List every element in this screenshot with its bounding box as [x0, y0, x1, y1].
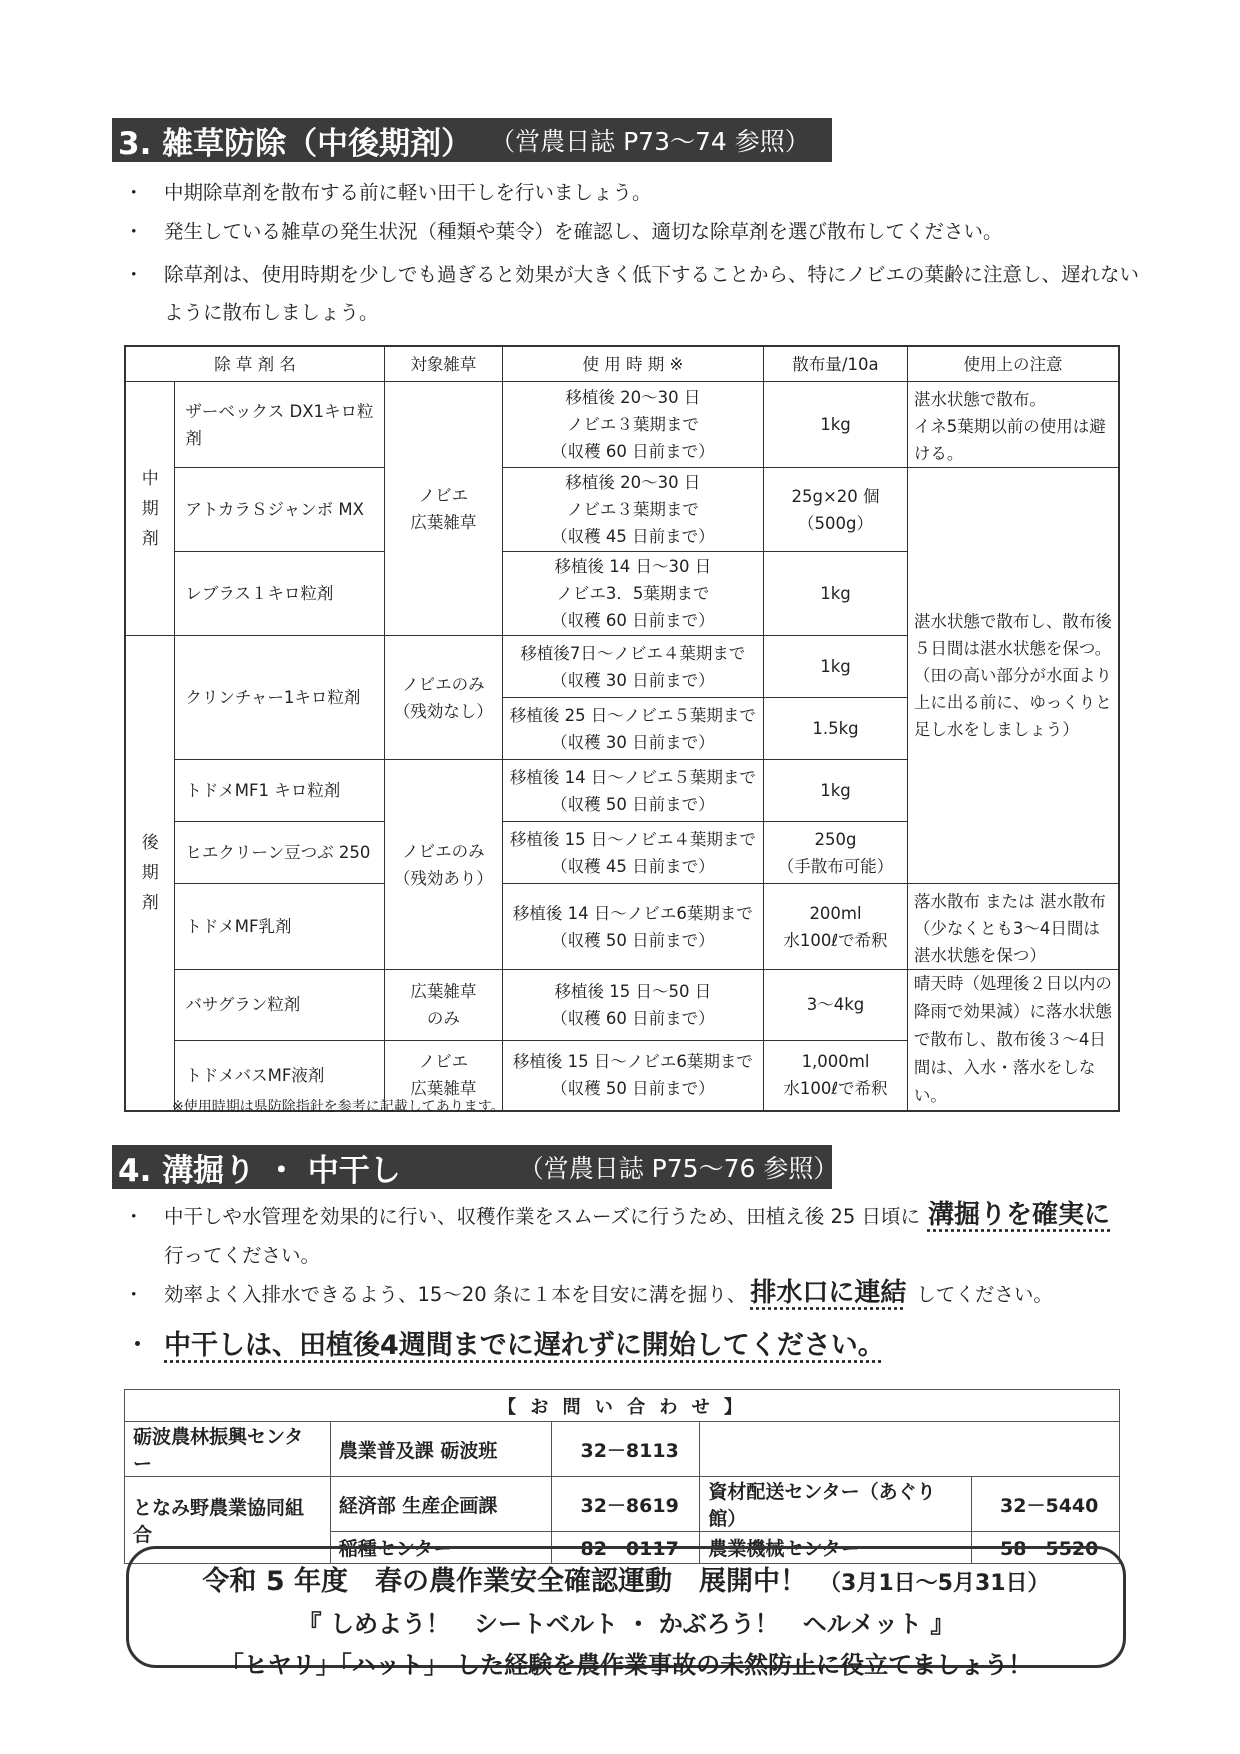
table-row: アトカラＳジャンボ MX 移植後 20～30 日 ノビエ３葉期まで （収穫 45 日前まで） 25g×20 個 （500g） 湛水状態で散布し、散布後５日間は湛水状態を保つ。 （田の高い部分が水面より上に出る前に、ゆっくりと足し水をしましょう） [125, 468, 1119, 552]
table-row: トドメMF1 キロ粒剤 ノビエのみ （残効あり） 移植後 14 日～ノビエ５葉期まで （収穫 50 日前まで） 1kg [125, 760, 1119, 822]
target-basagran: 広葉雑草 のみ [384, 970, 502, 1041]
section4-ref: （営農日誌 P75～76 参照） [518, 1154, 839, 1183]
s4-bullet-1: ・ 中干しや水管理を効果的に行い、収穫作業をスムーズに行うため、田植え後 25 日頃に 溝掘りを確実に [124, 1200, 1110, 1230]
header-notes: 使用上の注意 [907, 346, 1119, 382]
herbicide-table [124, 345, 1120, 1112]
table-row: トドメMF乳剤 移植後 14 日～ノビエ6葉期まで （収穫 50 日前まで） 200ml 水100ℓで希釈 落水散布 または 湛水散布 （少なくとも3～4日間は湛水状態を保つ） [125, 884, 1119, 970]
table-row: ヒエクリーン豆つぶ 250 移植後 15 日～ノビエ４葉期まで （収穫 45 日前まで） 250g （手散布可能） [125, 822, 1119, 884]
s4-bullet-2: ・ 効率よく入排水できるよう、15～20 条に１本を目安に溝を掘り、 排水口に連結 してください。 [124, 1278, 1053, 1308]
table-row: 後 期 剤 クリンチャー1キロ粒剤 ノビエのみ （残効なし） 移植後7日～ノビエ４葉期まで （収穫 30 日前まで） 1kg [125, 636, 1119, 698]
header-time: 使 用 時 期 ※ [502, 346, 763, 382]
note-1: 湛水状態で散布。 イネ5葉期以前の使用は避ける。 [907, 382, 1119, 468]
table-footnote: ※使用時期は県防除指針を参考に記載してあります。 [172, 1099, 505, 1115]
bullet-3-cont: ように散布しましょう。 [164, 301, 379, 324]
contact-title: 【 お 問 い 合 わ せ 】 [125, 1390, 1120, 1422]
s4-b3-strong: 中干しは、田植後4週間までに遅れずに開始してください。 [164, 1330, 885, 1361]
contact-table [124, 1389, 1120, 1564]
note-3: 落水散布 または 湛水散布 （少なくとも3～4日間は湛水状態を保つ） [907, 884, 1119, 970]
note-2: 湛水状態で散布し、散布後５日間は湛水状態を保つ。 （田の高い部分が水面より上に出る前に、ゆっくりと足し水をしましょう） [907, 468, 1119, 884]
s4-b1-strong: 溝掘りを確実に [927, 1200, 1110, 1230]
section4-header [112, 1145, 839, 1189]
section3-title: 3. 雑草防除（中後期剤） [118, 125, 473, 162]
group-mid: 中 期 剤 [125, 382, 175, 636]
table-row: トドメバスMF液剤 ノビエ 広葉雑草 移植後 15 日～ノビエ6葉期まで （収穫 50 日前まで） 1,000ml 水100ℓで希釈 [125, 1040, 1119, 1111]
table-row: バサグラン粒剤 広葉雑草 のみ 移植後 15 日～50 日 （収穫 60 日前まで） 3～4kg 晴天時（処理後２日以内の降雨で効果減）に落水状態で散布し、散布後３～4日間は、入水・落水をしない。 [125, 970, 1119, 1041]
contact-row: 砺波農林振興センター 農業普及課 砺波班 32－8113 [125, 1422, 1120, 1477]
contact-row: となみ野農業協同組合 経済部 生産企画課 32－8619 資材配送センター（あぐり館） 32－5440 [125, 1477, 1120, 1532]
campaign-line3: 「ヒヤリ」「ハット」 した経験を農作業事故の未然防止に役立てましょう！ [219, 1651, 1033, 1679]
bullet-1: ・ 中期除草剤を散布する前に軽い田干しを行いましょう。 [124, 181, 652, 204]
s4-bullet-3: ・ 中干しは、田植後4週間までに遅れずに開始してください。 [124, 1330, 885, 1361]
target-clincher: ノビエのみ （残効なし） [384, 636, 502, 760]
header-amount: 散布量/10a [764, 346, 908, 382]
s4-bullet-1-cont: 行ってください。 [164, 1244, 321, 1267]
section3-header [112, 118, 832, 162]
target-todomebasu: ノビエ 広葉雑草 [384, 1040, 502, 1111]
table-row: 移植後 25 日～ノビエ５葉期まで （収穫 30 日前まで） 1.5kg [125, 698, 1119, 760]
bullet-3: ・ 除草剤は、使用時期を少しでも過ぎると効果が大きく低下することから、特にノビエの葉齢に注意し、遅れない [124, 263, 1140, 286]
table-row: レブラス１キロ粒剤 移植後 14 日～30 日 ノビエ3．5葉期まで （収穫 60 日前まで） 1kg [125, 552, 1119, 636]
group-late: 後 期 剤 [125, 636, 175, 1112]
target-late: ノビエのみ （残効あり） [384, 760, 502, 970]
table-row: 中 期 剤 ザーベックス DX1キロ粒剤 ノビエ 広葉雑草 移植後 20～30 日 ノビエ３葉期まで （収穫 60 日前まで） 1kg 湛水状態で散布。 イネ5葉期以前の使用は避ける。 [125, 382, 1119, 468]
campaign-line1: 令和 5 年度 春の農作業安全確認運動 展開中！ （3月1日～5月31日） [202, 1566, 1050, 1597]
table-header-row [125, 346, 1119, 382]
s4-b2-strong: 排水口に連結 [750, 1278, 907, 1308]
note-4: 晴天時（処理後２日以内の降雨で効果減）に落水状態で散布し、散布後３～4日間は、入水・落水をしない。 [907, 970, 1119, 1112]
section4-title: 4. 溝掘り ・ 中干し [118, 1152, 401, 1189]
contact-org-ja: となみ野農業協同組合 [125, 1477, 331, 1564]
bullet-2: ・ 発生している雑草の発生状況（種類や葉令）を確認し、適切な除草剤を選び散布してください。 [124, 220, 1003, 243]
section3-ref: （営農日誌 P73～74 参照） [490, 127, 810, 156]
header-name: 除 草 剤 名 [125, 346, 384, 382]
header-target: 対象雑草 [384, 346, 502, 382]
contact-row: 稲種センター 82－0117 農業機械センター 58－5520 [125, 1532, 1120, 1564]
target-mid: ノビエ 広葉雑草 [384, 382, 502, 636]
campaign-line2: 『 しめよう！ シートベルト ・ かぶろう！ ヘルメット 』 [297, 1610, 955, 1638]
campaign-box [126, 1546, 1126, 1679]
